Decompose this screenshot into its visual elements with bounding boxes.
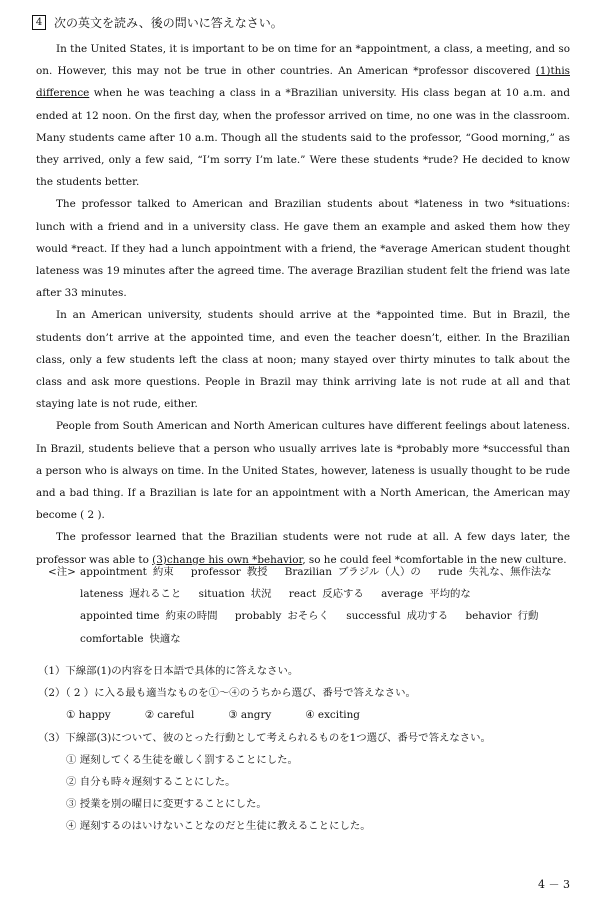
note-item — [80, 605, 218, 627]
question-3-option-4: ④ 遅刻するのはいけないことなのだと生徒に教えることにした。 — [66, 820, 371, 833]
note-item — [199, 583, 272, 605]
note-meaning: 成功する — [406, 610, 449, 623]
note-word: lateness — [80, 588, 124, 601]
question-1: （1）下線部(1)の内容を日本語で具体的に答えなさい。 — [38, 665, 299, 677]
note-item — [191, 561, 268, 583]
note-word: comfortable — [80, 632, 144, 645]
passage-paragraph-1 — [36, 38, 570, 193]
note-word: professor — [190, 566, 241, 578]
option-2: ② careful — [144, 709, 195, 722]
option-4: ④ exciting — [305, 709, 360, 722]
note-meaning: おそらく — [287, 610, 329, 623]
vocabulary-notes — [50, 561, 570, 650]
note-meaning: 快適な — [149, 632, 181, 645]
note-meaning: 教授 — [246, 566, 268, 578]
note-meaning: 失礼な、無作法な — [468, 566, 552, 578]
note-word: react — [288, 588, 317, 601]
note-item — [80, 583, 181, 605]
note-meaning: 平均的な — [429, 588, 471, 601]
note-item — [438, 561, 552, 583]
option-1: ① happy — [66, 709, 111, 722]
note-meaning: 遅れること — [129, 588, 182, 601]
notes-mark: <注> — [48, 566, 76, 578]
section-instruction: 次の英文を読み、後の問いに答えなさい。 — [54, 16, 283, 30]
question-2: （2）（ 2 ）に入る最も適当なものを①～④のうちから選び、番号で答えなさい。 — [38, 687, 416, 700]
question-3-option-3: ③ 授業を別の曜日に変更することにした。 — [66, 798, 267, 811]
question-3: （3）下線部(3)について、彼のとった行動として考えられるものを1つ選び、番号で答えなさい。 — [38, 731, 491, 744]
passage-paragraph-2: The professor talked to American and Brazilian students about *lateness in two *situations: lunch with a friend and in a university class. He gave them an example and asked them how they would *react. If they had a lunch appointment with a friend, the *average American student thought lateness was 19 minutes after the agreed time. The average Brazilian student felt the friend was late after 33 minutes. — [36, 198, 570, 300]
note-word: situation — [198, 588, 245, 601]
question-number-box: 4 — [32, 15, 46, 30]
note-item — [346, 605, 448, 627]
question-3-option-2: ② 自分も時々遅刻することにした。 — [66, 776, 236, 789]
note-item — [80, 628, 181, 650]
question-2-options — [66, 704, 568, 726]
reading-passage — [36, 38, 570, 571]
passage-text: In the United States, it is important to be on time for an *appointment, a class, a meeting, and so on. However, this may not be true in other countries. An American *professor discovered — [36, 43, 570, 78]
note-item — [285, 561, 421, 583]
note-word: Brazilian — [284, 566, 332, 578]
passage-text: The professor learned that the Brazilian students were not rude at all. A few days later, the professor was able to — [36, 531, 570, 566]
questions-section — [38, 660, 568, 838]
note-meaning: 反応する — [322, 588, 364, 601]
section-header — [32, 14, 283, 31]
note-item — [289, 583, 364, 605]
passage-text: when he was teaching a class in a *Brazilian university. His class began at 10 a.m. and ended at 12 noon. On the first day, when the professor arrived on time, no one was in the classroom. Many students came after 10 a.m. Though all the students said to the professor, “Good morning,” as they arrived, only a few said, “I’m sorry I’m late.” Were these students *rude? He decided to know the students better. — [36, 87, 570, 189]
page-number: 4 － 3 — [538, 878, 570, 891]
option-3: ③ angry — [228, 709, 272, 722]
note-word: behavior — [465, 610, 512, 623]
passage-paragraph-4: People from South American and North American cultures have different feelings about lateness. In Brazil, students believe that a person who usually arrives late is *probably more *successful than a person who is always on time. In the United States, however, lateness is usually thought to be rude and a bad thing. If a Brazilian is late for an appointment with a North American, the American may become ( 2 ). — [36, 420, 570, 522]
note-word: successful — [346, 610, 401, 623]
note-word: appointment — [80, 566, 147, 578]
note-item — [466, 605, 539, 627]
question-3-option-1: ① 遅刻してくる生徒を厳しく罰することにした。 — [66, 753, 298, 766]
note-word: probably — [234, 610, 282, 623]
passage-text: , so he could feel *comfortable in the new culture. — [302, 553, 567, 566]
note-word: average — [381, 588, 424, 601]
notes-list — [80, 561, 570, 650]
note-word: rude — [438, 566, 463, 578]
note-meaning: 約束 — [152, 566, 174, 578]
note-meaning: 約束の時間 — [165, 610, 218, 623]
note-word: appointed time — [80, 610, 160, 623]
passage-paragraph-3: In an American university, students should arrive at the *appointed time. But in Brazil, the students don’t arrive at the appointed time, and even the teacher doesn’t, either. In the Brazilian class, only a few students left the class at noon; many stayed over thirty minutes to talk about the class and ask more questions. People in Brazil may think arriving late is not rude at all and that staying late is not rude, either. — [36, 309, 570, 411]
note-meaning: 行動 — [517, 610, 539, 623]
note-item — [80, 561, 174, 583]
note-item — [381, 583, 471, 605]
note-meaning: 状況 — [250, 588, 272, 601]
note-item — [235, 605, 329, 627]
underline-3: (3)change his own *behavior — [152, 553, 303, 566]
underline-1: (1)this difference — [36, 65, 570, 100]
note-meaning: ブラジル（人）の — [337, 566, 421, 578]
